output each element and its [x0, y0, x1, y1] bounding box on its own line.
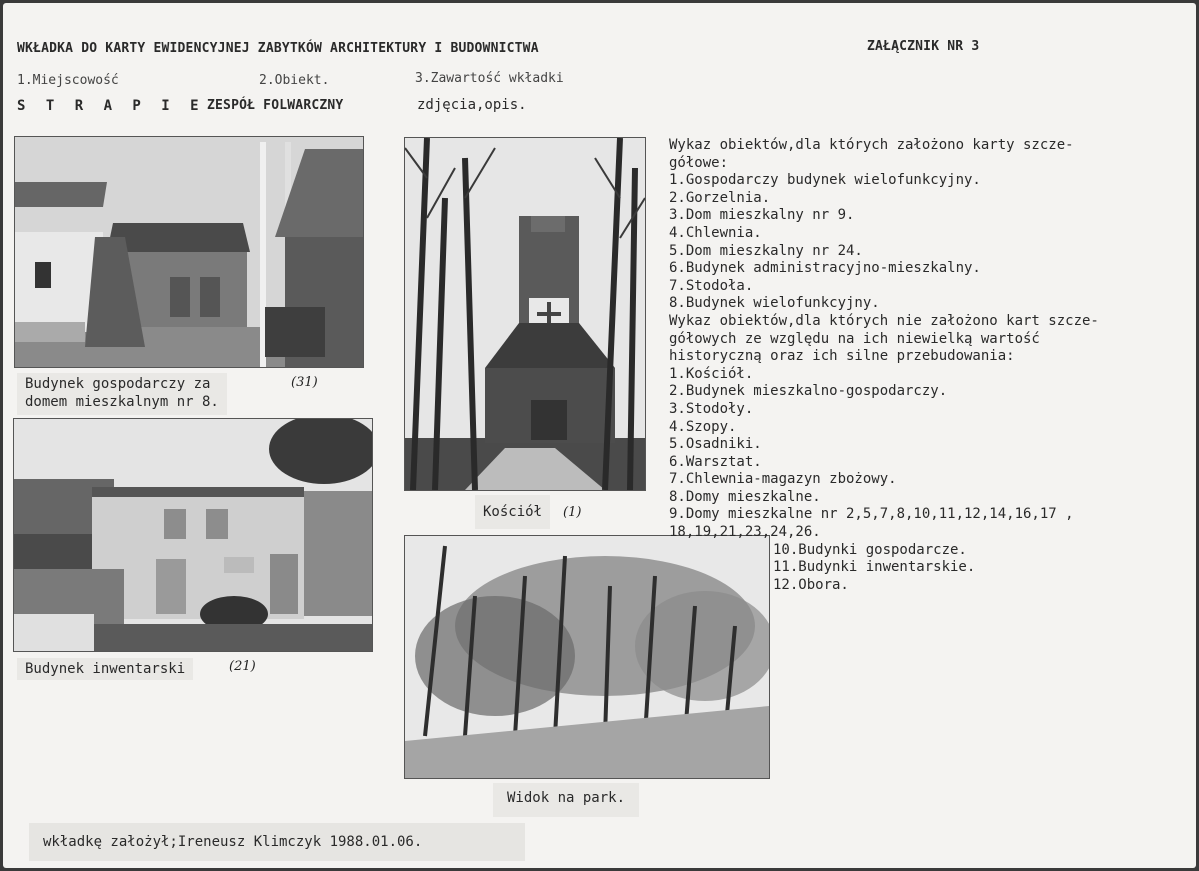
list-line: 5.Dom mieszkalny nr 24.: [669, 242, 863, 259]
field-object-value: ZESPÓŁ FOLWARCZNY: [207, 98, 344, 113]
list-line: 9.Domy mieszkalne nr 2,5,7,8,10,11,12,14,16,17 ,: [669, 506, 1074, 523]
field-contents-label: 3.Zawartość wkładki: [415, 71, 564, 86]
list-line: 6.Budynek administracyjno-mieszkalny.: [669, 260, 981, 277]
document-sheet: [3, 3, 1196, 868]
field-object-label: 2.Obiekt.: [259, 73, 330, 88]
list-line: 5.Osadniki.: [669, 436, 762, 453]
list-line: Wykaz obiektów,dla których nie założono kart szcze-: [669, 312, 1099, 329]
photo-number-note: (21): [229, 659, 256, 674]
field-contents-value: zdjęcia,opis.: [417, 97, 527, 113]
photo-park-caption: Widok na park.: [493, 783, 639, 817]
list-line: 2.Budynek mieszkalno-gospodarczy.: [669, 383, 948, 400]
photo-number-note: (31): [291, 375, 318, 390]
caption-line: domem mieszkalnym nr 8.: [25, 394, 219, 410]
list-line: 7.Chlewnia-magazyn zbożowy.: [669, 471, 897, 488]
photo-church: [404, 137, 646, 491]
list-line: 4.Chlewnia.: [669, 224, 762, 241]
list-line: 8.Budynek wielofunkcyjny.: [669, 295, 880, 312]
photo-farm-building: [14, 136, 364, 368]
list-line: 10.Budynki gospodarcze.: [773, 541, 967, 558]
photo-livestock-building: [13, 418, 373, 652]
author-footer: wkładkę założył;Ireneusz Klimczyk 1988.01.06.: [29, 823, 525, 861]
document-title: WKŁADKA DO KARTY EWIDENCYJNEJ ZABYTKÓW ARCHITEKTURY I BUDOWNICTWA: [17, 41, 539, 56]
list-line: 11.Budynki inwentarskie.: [773, 559, 976, 576]
object-list: [669, 137, 1099, 594]
list-line: 1.Kościół.: [669, 365, 754, 382]
list-line: 2.Gorzelnia.: [669, 189, 771, 206]
list-line: gółowych ze względu na ich niewielką wartość: [669, 330, 1040, 347]
list-line: Wykaz obiektów,dla których założono karty szcze-: [669, 137, 1074, 153]
list-line: 18,19,21,23,24,26.: [669, 524, 821, 541]
list-line: 8.Domy mieszkalne.: [669, 488, 821, 505]
annex-number: ZAŁĄCZNIK NR 3: [867, 39, 980, 54]
list-line: 12.Obora.: [773, 576, 849, 593]
field-locality-value: S T R A P I E: [17, 98, 205, 114]
photo-livestock-building-caption: Budynek inwentarski: [17, 658, 193, 680]
field-locality-label: 1.Miejscowość: [17, 73, 119, 88]
list-line: 3.Dom mieszkalny nr 9.: [669, 207, 855, 224]
photo-farm-building-caption: [17, 373, 227, 415]
list-line: 1.Gospodarczy budynek wielofunkcyjny.: [669, 172, 981, 189]
list-line: 3.Stodoły.: [669, 400, 754, 417]
photo-number-note: (1): [563, 505, 582, 520]
list-line: 7.Stodoła.: [669, 277, 754, 294]
list-line: 6.Warsztat.: [669, 453, 762, 470]
list-line: gółowe:: [669, 154, 729, 171]
caption-line: Budynek gospodarczy za: [25, 376, 211, 392]
photo-church-caption: Kościół: [475, 495, 550, 529]
list-line: 4.Szopy.: [669, 418, 737, 435]
list-line: historyczną oraz ich silne przebudowania:: [669, 348, 1015, 365]
